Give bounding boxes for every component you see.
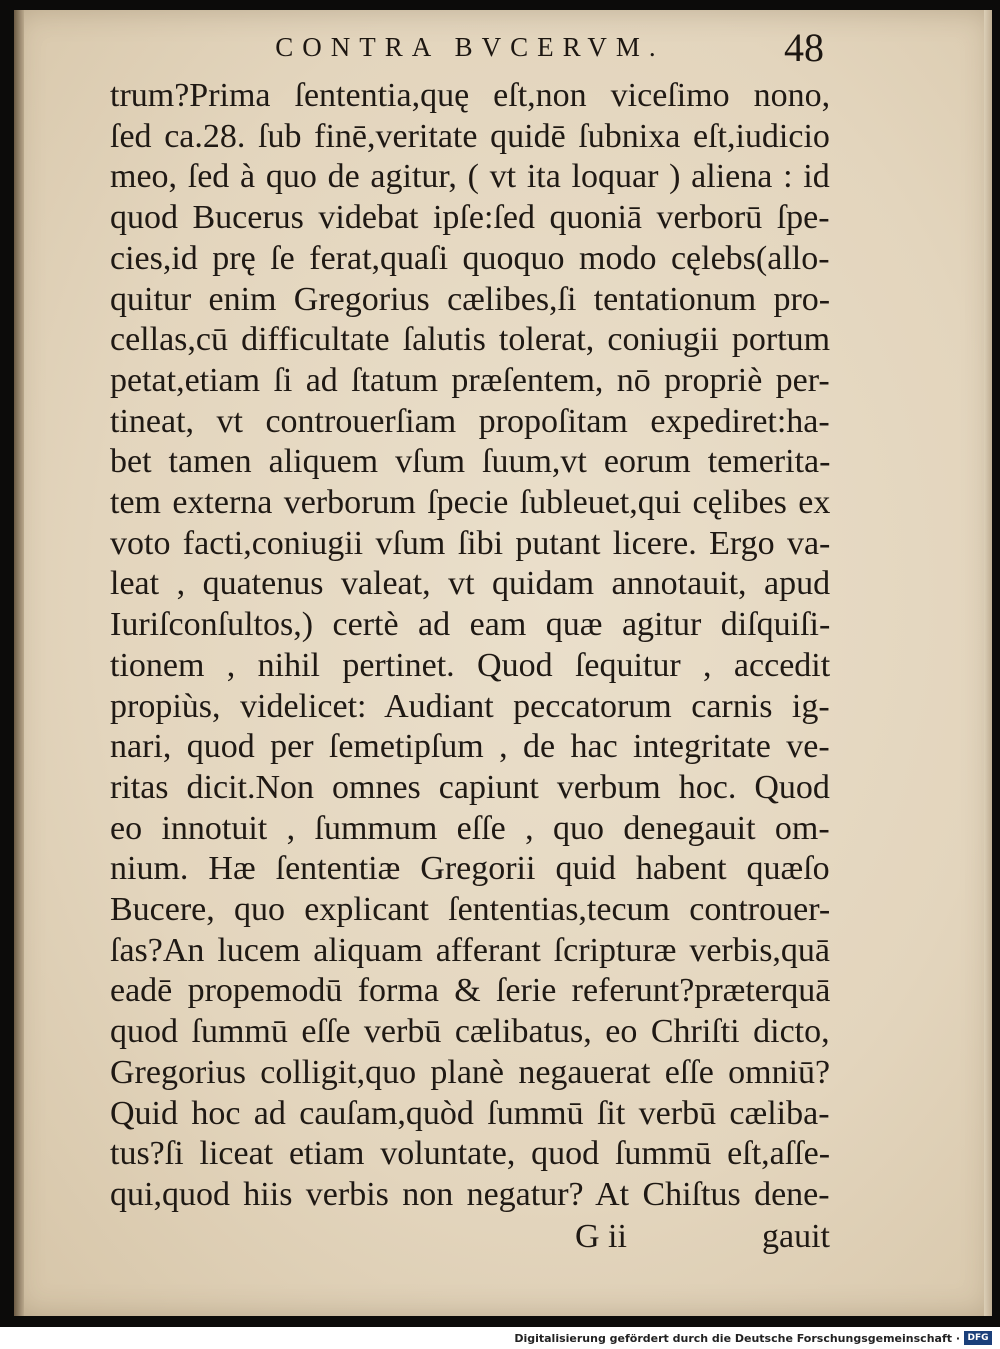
text-line: eadē propemodū forma & ſerie referunt?præterquā: [110, 972, 830, 1010]
dfg-logo: DFG: [964, 1331, 992, 1345]
text-line: nium. Hæ ſententiæ Gregorii quid habent quæſo: [110, 850, 830, 888]
text-line: cies,id prę ſe ferat,quaſi quoquo modo cęlebs(allo-: [110, 239, 830, 277]
text-line: quitur enim Gregorius cælibes,ſi tentationum pro-: [110, 280, 830, 318]
text-line: voto facti,coniugii vſum ſibi putant licere. Ergo va-: [110, 524, 830, 562]
signature-mark: G ii: [575, 1218, 627, 1255]
text-line: tem externa verborum ſpecie ſubleuet,qui cęlibes ex: [110, 484, 830, 522]
page-fore-edge: [984, 10, 992, 1316]
page-gutter-shadow: [14, 10, 24, 1316]
text-line: trum?Prima ſententia,quę eſt,non viceſimo nono,: [110, 77, 830, 114]
text-line: petat,etiam ſi ad ſtatum præſentem, nō propriè per-: [110, 361, 830, 399]
text-line: meo, ſed à quo de agitur, ( vt ita loquar ) aliena : id: [110, 158, 830, 196]
text-line: eo innotuit , ſummum eſſe , quo denegauit om-: [110, 809, 830, 847]
text-line: tionem , nihil pertinet. Quod ſequitur , accedit: [110, 646, 830, 684]
text-line: ſed ca.28. ſub finē,veritate quidē ſubnixa eſt,iudicio: [110, 117, 830, 155]
text-block: [110, 76, 830, 1216]
text-line: Bucere, quo explicant ſententias,tecum controuer-: [110, 891, 830, 929]
text-line: tineat, vt controuerſiam propoſitam expediret:ha-: [110, 402, 830, 440]
text-line: quod Bucerus videbat ipſe:ſed quoniā verborū ſpe-: [110, 199, 830, 237]
text-line: quod ſummū eſſe verbū cælibatus, eo Chriſti dicto,: [110, 1013, 830, 1051]
folio-number: 48: [784, 25, 824, 70]
signature-line: [110, 1218, 830, 1258]
text-line: tus?ſi liceat etiam voluntate, quod ſummū eſt,aſſe-: [110, 1135, 830, 1173]
text-line: ſas?An lucem aliquam afferant ſcripturæ verbis,quā: [110, 931, 830, 969]
book-page: [14, 10, 992, 1316]
catchword: gauit: [762, 1218, 830, 1255]
running-head: CONTRA BVCERVM.: [275, 32, 665, 62]
text-line: nari, quod per ſemetipſum , de hac integritate ve-: [110, 728, 830, 766]
text-line: ritas dicit.Non omnes capiunt verbum hoc. Quod: [110, 768, 830, 806]
text-line: cellas,cū difficultate ſalutis tolerat, coniugii portum: [110, 321, 830, 359]
text-line: Iuriſconſultos,) certè ad eam quæ agitur diſquiſi-: [110, 606, 830, 644]
text-line: leat , quatenus valeat, vt quidam annotauit, apud: [110, 565, 830, 603]
text-line: bet tamen aliquem vſum ſuum,vt eorum temerita-: [110, 443, 830, 481]
text-line: propiùs, videlicet: Audiant peccatorum carnis ig-: [110, 687, 830, 725]
text-line: Gregorius colligit,quo planè negauerat eſſe omniū?: [110, 1053, 830, 1091]
text-line: Quid hoc ad cauſam,quòd ſummū ſit verbū cæliba-: [110, 1094, 830, 1132]
digitization-credit: Digitalisierung gefördert durch die Deutsche Forschungsgemeinschaft ·: [514, 1332, 960, 1345]
text-line: qui,quod hiis verbis non negatur? At Chiſtus dene-: [110, 1175, 830, 1213]
